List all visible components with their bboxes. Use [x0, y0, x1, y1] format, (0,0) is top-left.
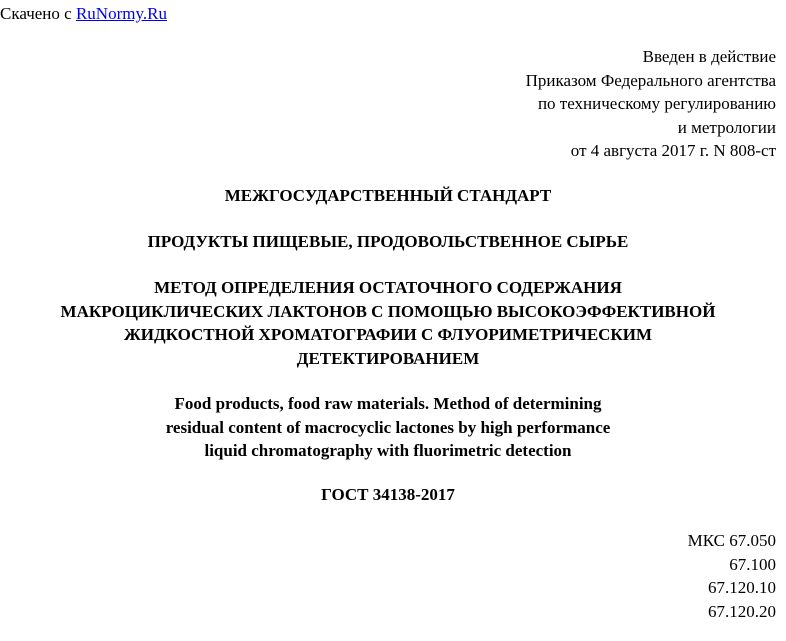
english-title-line: Food products, food raw materials. Method of determining: [174, 394, 602, 413]
mks-line: МКС 67.050: [687, 531, 776, 550]
mks-line: 67.120.10: [708, 578, 776, 597]
source-link[interactable]: RuNormy.Ru: [75, 4, 167, 23]
document-title: ПРОДУКТЫ ПИЩЕВЫЕ, ПРОДОВОЛЬСТВЕННОЕ СЫРЬЕ: [147, 232, 629, 251]
approval-block: [526, 45, 776, 163]
subtitle-line: ДЕТЕКТИРОВАНИЕМ: [296, 348, 480, 368]
approval-line: Введен в действие: [642, 47, 776, 66]
approval-line: от 4 августа 2017 г. N 808-ст: [570, 141, 776, 160]
english-title: [0, 392, 776, 463]
source-prefix: Скачено с: [0, 4, 76, 23]
english-title-line: liquid chromatography with fluorimetric detection: [204, 441, 572, 460]
subtitle-line: ЖИДКОСТНОЙ ХРОМАТОГРАФИИ С ФЛУОРИМЕТРИЧЕСКИМ: [123, 325, 653, 344]
mks-line: 67.100: [729, 554, 776, 574]
approval-line: по техническому регулированию: [537, 94, 776, 113]
approval-line: и метрологии: [677, 117, 776, 137]
mks-line: 67.120.20: [708, 601, 776, 621]
standard-label: МЕЖГОСУДАРСТВЕННЫЙ СТАНДАРТ: [224, 186, 552, 205]
english-title-line: residual content of macrocyclic lactones by high performance: [165, 417, 611, 437]
document-subtitle: [0, 276, 776, 370]
subtitle-line: МЕТОД ОПРЕДЕЛЕНИЯ ОСТАТОЧНОГО СОДЕРЖАНИЯ: [154, 278, 622, 297]
subtitle-line: МАКРОЦИКЛИЧЕСКИХ ЛАКТОНОВ С ПОМОЩЬЮ ВЫСОКОЭФФЕКТИВНОЙ: [60, 301, 716, 321]
gost-code: ГОСТ 34138-2017: [321, 485, 455, 504]
mks-codes: [688, 529, 776, 623]
source-line: [0, 2, 167, 25]
approval-line: Приказом Федерального агентства: [525, 70, 776, 90]
